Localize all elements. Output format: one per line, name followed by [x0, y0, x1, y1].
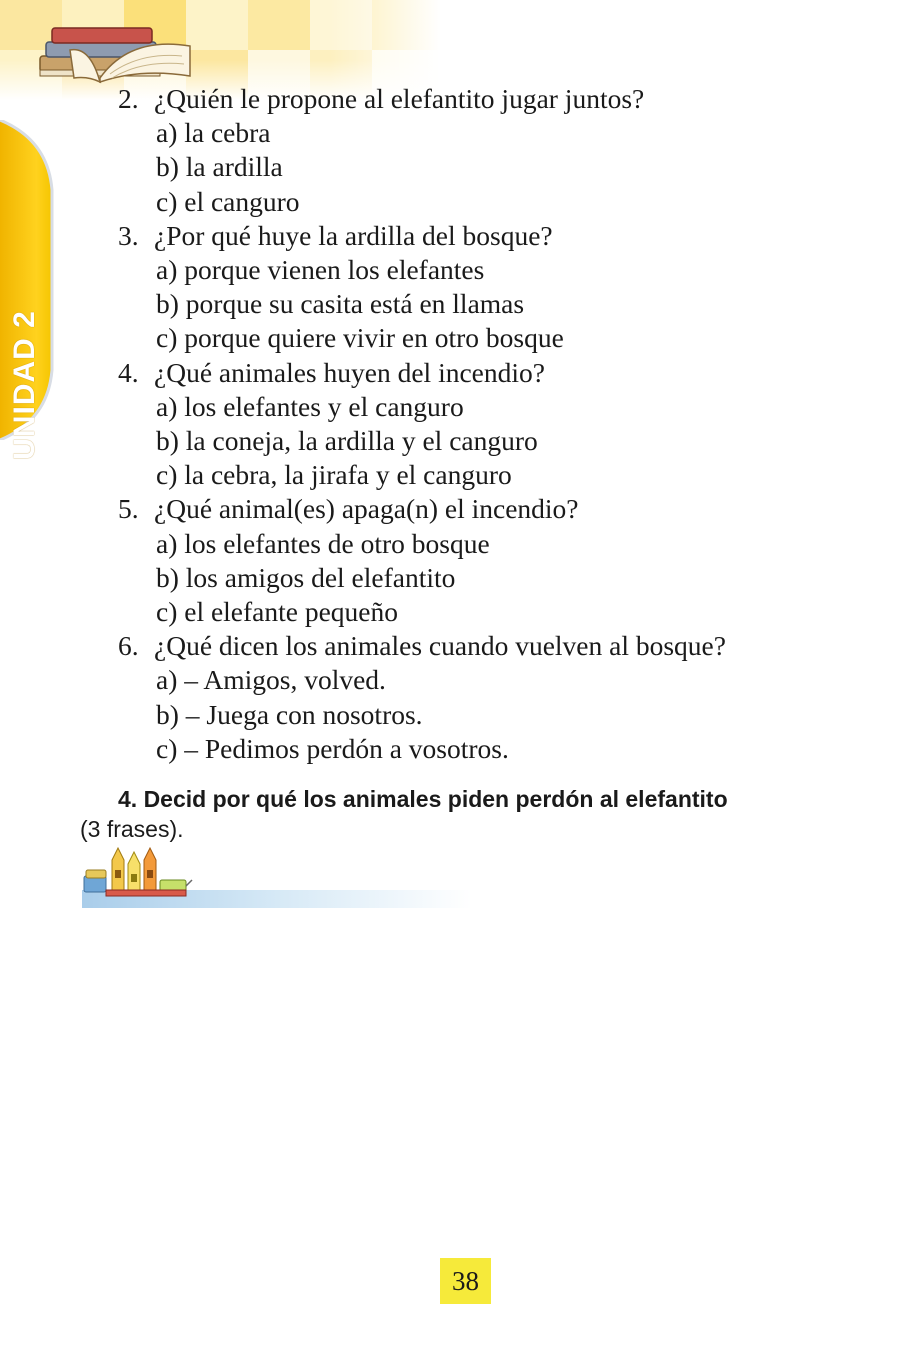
question-number: 4. — [118, 356, 139, 388]
question-line — [118, 82, 878, 116]
question-text: ¿Por qué huye la ardilla del bosque? — [154, 219, 553, 251]
answer-option-c: c) el elefante pequeño — [156, 596, 399, 628]
pencils-decoration — [82, 846, 472, 912]
question-3 — [118, 219, 878, 356]
answer-option-a: a) – Amigos, volved. — [156, 664, 386, 696]
question-text: ¿Qué dicen los animales cuando vuelven al bosque? — [154, 630, 726, 662]
question-list — [118, 82, 878, 766]
question-text: ¿Qué animal(es) apaga(n) el incendio? — [154, 493, 579, 525]
question-line — [118, 492, 878, 526]
unit-side-tab — [0, 120, 56, 460]
question-text: ¿Quién le propone al elefantito jugar juntos? — [154, 83, 645, 114]
answer-option-a: a) los elefantes y el canguro — [156, 390, 464, 422]
question-line — [118, 629, 878, 663]
answer-option-b: b) la coneja, la ardilla y el canguro — [156, 425, 538, 457]
task-block — [80, 784, 860, 844]
answer-option-b: b) porque su casita está en llamas — [156, 288, 525, 320]
answer-option-a: a) porque vienen los elefantes — [156, 254, 485, 286]
answer-option-a: a) los elefantes de otro bosque — [156, 527, 490, 559]
answer-option-b: b) los amigos del elefantito — [156, 561, 456, 593]
answer-option-b: b) – Juega con nosotros. — [156, 698, 423, 730]
page-number: 38 — [440, 1258, 491, 1304]
answer-option-c: c) porque quiere vivir en otro bosque — [156, 322, 564, 354]
question-number: 5. — [118, 493, 139, 525]
answer-option-c: c) el canguro — [156, 185, 300, 217]
question-5 — [118, 492, 878, 629]
task-instruction: 4. Decid por qué los animales piden perdón al elefantito — [118, 786, 728, 812]
books-illustration — [30, 6, 200, 88]
question-number: 6. — [118, 630, 139, 662]
unit-label: UNIDAD 2 — [8, 310, 41, 460]
task-note: (3 frases). — [80, 816, 184, 842]
answer-option-a: a) la cebra — [156, 117, 271, 149]
answer-option-c: c) la cebra, la jirafa y el canguro — [156, 459, 512, 491]
question-text: ¿Qué animales huyen del incendio? — [154, 356, 545, 388]
question-number: 3. — [118, 219, 139, 251]
question-6 — [118, 629, 878, 766]
question-2 — [118, 82, 878, 219]
question-line — [118, 219, 878, 253]
question-line — [118, 356, 878, 390]
question-4 — [118, 356, 878, 493]
question-number: 2. — [118, 83, 139, 114]
answer-option-b: b) la ardilla — [156, 151, 283, 183]
answer-option-c: c) – Pedimos perdón a vosotros. — [156, 732, 509, 764]
